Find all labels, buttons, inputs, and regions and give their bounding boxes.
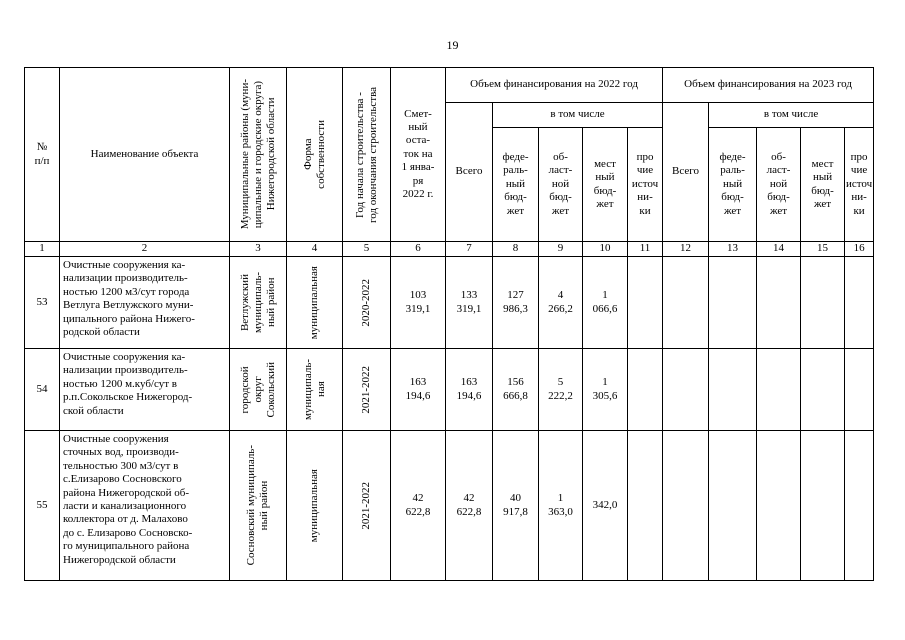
- years-cell: 2021-2022: [343, 349, 391, 431]
- ownership-cell: муниципальная: [287, 431, 343, 581]
- header-reg-2022: об- ласт- ной бюд- жет: [539, 128, 583, 242]
- reg-2022-cell: 5 222,2: [539, 349, 583, 431]
- header-fin-2022: Объем финансирования на 2022 год: [446, 68, 663, 103]
- total-2023-cell: [663, 349, 709, 431]
- header-oth-2023: про чие источ ни- ки: [845, 128, 874, 242]
- ownership-cell: муниципальная: [287, 257, 343, 349]
- fed-2022-cell: 156 666,8: [493, 349, 539, 431]
- column-number: 7: [446, 242, 493, 257]
- column-number: 3: [230, 242, 287, 257]
- loc-2023-cell: [801, 257, 845, 349]
- oth-2023-cell: [845, 257, 874, 349]
- loc-2023-cell: [801, 431, 845, 581]
- column-number: 11: [628, 242, 663, 257]
- total-2023-cell: [663, 431, 709, 581]
- reg-2022-cell: 1 363,0: [539, 431, 583, 581]
- oth-2022-cell: [628, 257, 663, 349]
- total-2023-cell: [663, 257, 709, 349]
- object-name: Очистные сооружения ка- нализации производитель- ностью 1200 м3/сут города Ветлуга Ветлужского муни- ципального района Нижего- родской области: [60, 257, 230, 349]
- header-loc-2022: мест ный бюд- жет: [583, 128, 628, 242]
- fed-2022-cell: 127 986,3: [493, 257, 539, 349]
- column-number: 6: [391, 242, 446, 257]
- header-num: № п/п: [25, 68, 60, 242]
- object-name: Очистные сооружения ка- нализации производитель- ностью 1200 м.куб/сут в р.п.Сокольское Нижегород- ской области: [60, 349, 230, 431]
- reg-2023-cell: [757, 257, 801, 349]
- header-balance: Смет- ный оста- ток на 1 янва- ря 2022 г.: [391, 68, 446, 242]
- header-object-name: Наименование объекта: [60, 68, 230, 242]
- table-row: [25, 349, 874, 431]
- column-number: 1: [25, 242, 60, 257]
- balance-cell: 163 194,6: [391, 349, 446, 431]
- row-number: 53: [25, 257, 60, 349]
- balance-cell: 42 622,8: [391, 431, 446, 581]
- header-fed-2023: феде- раль- ный бюд- жет: [709, 128, 757, 242]
- fed-2023-cell: [709, 349, 757, 431]
- total-2022-cell: 42 622,8: [446, 431, 493, 581]
- reg-2023-cell: [757, 431, 801, 581]
- loc-2022-cell: 1 066,6: [583, 257, 628, 349]
- oth-2022-cell: [628, 431, 663, 581]
- years-cell: 2020-2022: [343, 257, 391, 349]
- column-number: 10: [583, 242, 628, 257]
- header-fed-2022: феде- раль- ный бюд- жет: [493, 128, 539, 242]
- loc-2023-cell: [801, 349, 845, 431]
- column-number: 14: [757, 242, 801, 257]
- reg-2022-cell: 4 266,2: [539, 257, 583, 349]
- district-cell: Ветлужский муниципаль- ный район: [230, 257, 287, 349]
- fed-2023-cell: [709, 431, 757, 581]
- row-number: 55: [25, 431, 60, 581]
- oth-2022-cell: [628, 349, 663, 431]
- loc-2022-cell: 342,0: [583, 431, 628, 581]
- column-number: 9: [539, 242, 583, 257]
- years-cell: 2021-2022: [343, 431, 391, 581]
- header-incl-2022: в том числе: [493, 103, 663, 128]
- balance-cell: 103 319,1: [391, 257, 446, 349]
- header-ownership: Форма собственности: [287, 68, 343, 242]
- column-number: 15: [801, 242, 845, 257]
- header-fin-2023: Объем финансирования на 2023 год: [663, 68, 874, 103]
- header-district: Муниципальные районы (муни- ципальные и городские округа) Нижегородской области: [230, 68, 287, 242]
- oth-2023-cell: [845, 431, 874, 581]
- page-number: 19: [446, 38, 459, 52]
- reg-2023-cell: [757, 349, 801, 431]
- oth-2023-cell: [845, 349, 874, 431]
- column-number: 4: [287, 242, 343, 257]
- object-name: Очистные сооружения сточных вод, производи- тельностью 300 м3/сут в с.Елизарово Сосновского района Нижегородской об- ласти и канализационного коллектора от д. Малахово до с. Елизарово Сосновско- го муниципального района Нижегородской области: [60, 431, 230, 581]
- column-number: 2: [60, 242, 230, 257]
- header-total-2023: Всего: [663, 103, 709, 242]
- ownership-cell: муниципаль- ная: [287, 349, 343, 431]
- header-oth-2022: про чие источ ни- ки: [628, 128, 663, 242]
- table-row: [25, 257, 874, 349]
- row-number: 54: [25, 349, 60, 431]
- header-reg-2023: об- ласт- ной бюд- жет: [757, 128, 801, 242]
- total-2022-cell: 133 319,1: [446, 257, 493, 349]
- header-years: Год начала строительства - год окончания строительства: [343, 68, 391, 242]
- column-numbers-row: [25, 242, 874, 257]
- column-number: 12: [663, 242, 709, 257]
- district-cell: Сосновский муниципаль- ный район: [230, 431, 287, 581]
- financing-table: [24, 67, 874, 581]
- header-incl-2023: в том числе: [709, 103, 874, 128]
- total-2022-cell: 163 194,6: [446, 349, 493, 431]
- header-total-2022: Всего: [446, 103, 493, 242]
- fed-2023-cell: [709, 257, 757, 349]
- column-number: 8: [493, 242, 539, 257]
- district-cell: городской округ Сокольский: [230, 349, 287, 431]
- column-number: 5: [343, 242, 391, 257]
- fed-2022-cell: 40 917,8: [493, 431, 539, 581]
- column-number: 16: [845, 242, 874, 257]
- table-row: [25, 431, 874, 581]
- loc-2022-cell: 1 305,6: [583, 349, 628, 431]
- column-number: 13: [709, 242, 757, 257]
- header-loc-2023: мест ный бюд- жет: [801, 128, 845, 242]
